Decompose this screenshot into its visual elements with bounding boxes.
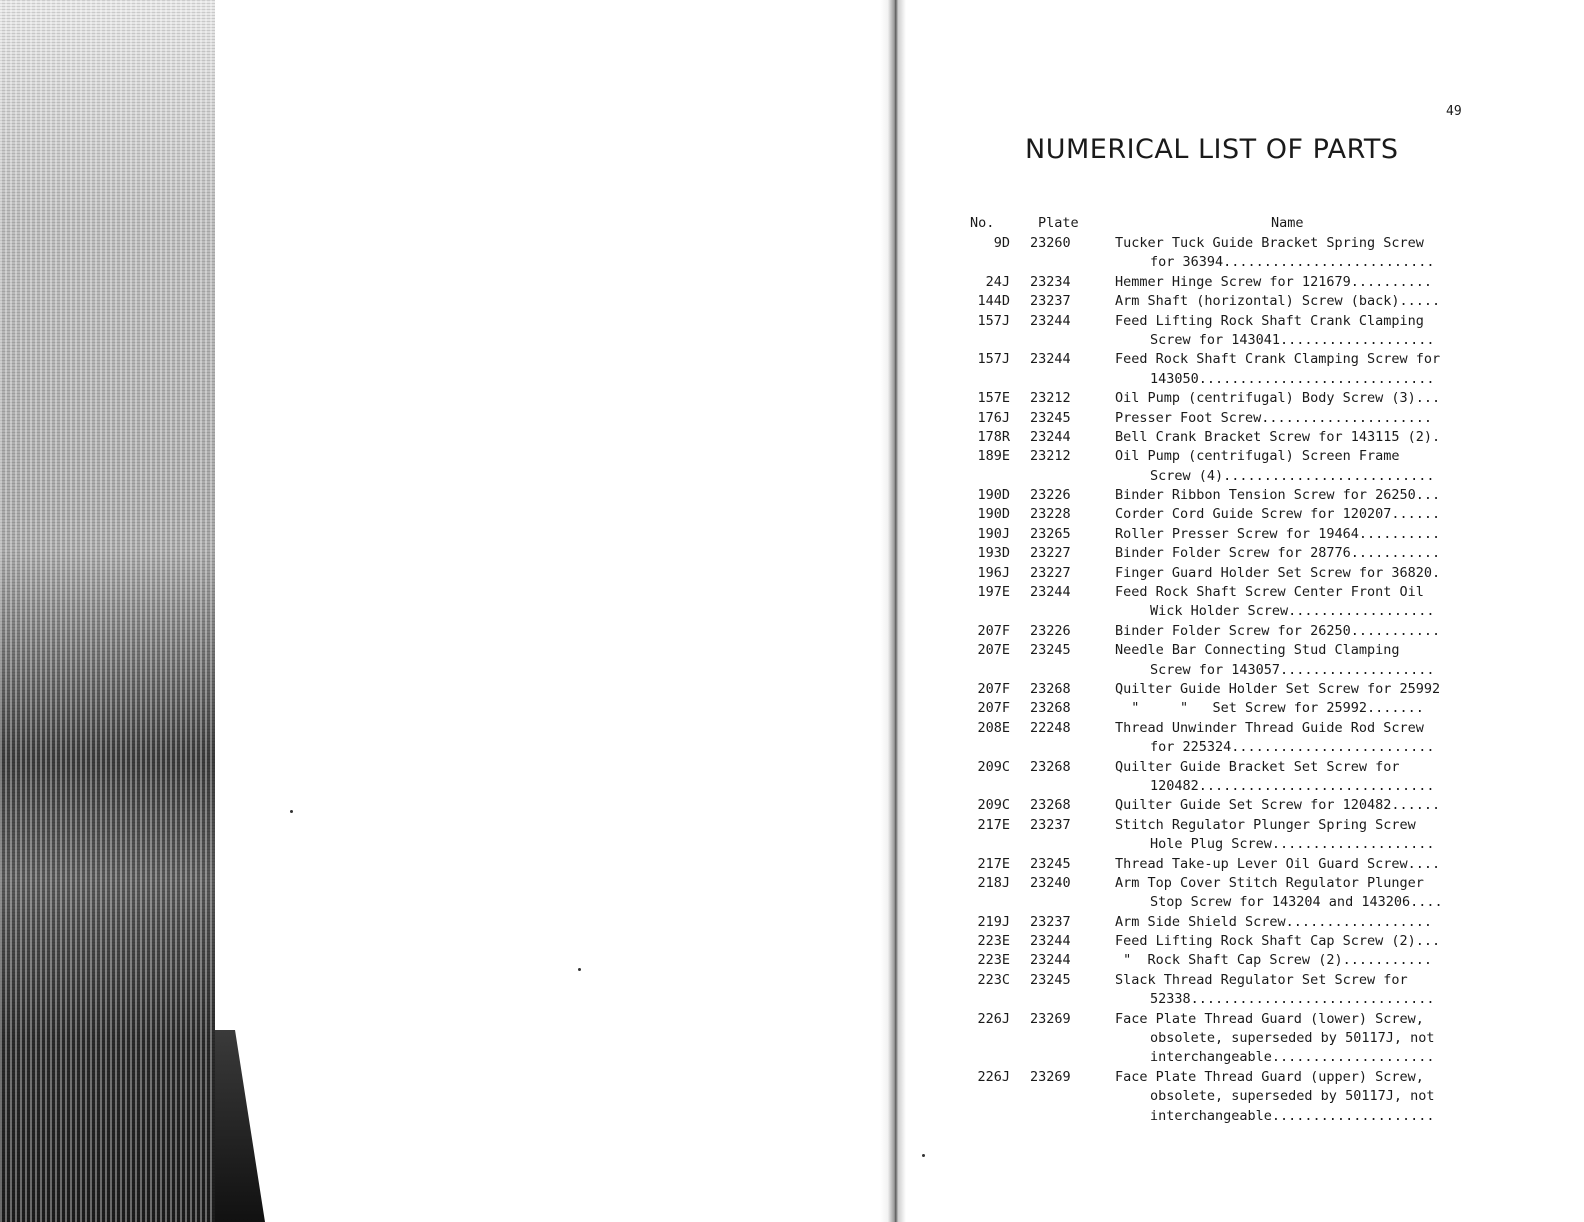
part-number: 176J bbox=[977, 409, 1010, 426]
part-name: Oil Pump (centrifugal) Body Screw (3)... bbox=[1115, 390, 1441, 407]
part-number: 157J bbox=[977, 312, 1010, 329]
part-name-continuation: interchangeable.................... bbox=[1150, 1107, 1435, 1124]
part-name: Arm Side Shield Screw.................. bbox=[1115, 913, 1432, 930]
plate-number: 23237 bbox=[1030, 913, 1071, 930]
list-item bbox=[960, 856, 1480, 875]
part-name: Arm Top Cover Stitch Regulator Plunger bbox=[1115, 874, 1424, 891]
part-name: Hemmer Hinge Screw for 121679.......... bbox=[1115, 273, 1432, 290]
part-name-continuation: Screw (4).......................... bbox=[1150, 467, 1435, 484]
part-number: 223C bbox=[977, 971, 1010, 988]
list-item-continuation bbox=[960, 1049, 1480, 1068]
plate-number: 23244 bbox=[1030, 584, 1071, 601]
list-item-continuation bbox=[960, 836, 1480, 855]
plate-number: 23212 bbox=[1030, 390, 1071, 407]
part-name: Binder Folder Screw for 26250........... bbox=[1115, 622, 1441, 639]
list-item bbox=[960, 972, 1480, 991]
plate-number: 23268 bbox=[1030, 797, 1071, 814]
plate-number: 23228 bbox=[1030, 506, 1071, 523]
part-number: 218J bbox=[977, 874, 1010, 891]
part-number: 157E bbox=[977, 390, 1010, 407]
part-number: 207F bbox=[977, 680, 1010, 697]
part-name: Feed Lifting Rock Shaft Crank Clamping bbox=[1115, 312, 1424, 329]
part-name: Oil Pump (centrifugal) Screen Frame bbox=[1115, 448, 1400, 465]
list-item bbox=[960, 623, 1480, 642]
plate-number: 23245 bbox=[1030, 409, 1071, 426]
part-number: 208E bbox=[977, 719, 1010, 736]
plate-number: 23237 bbox=[1030, 816, 1071, 833]
list-item-continuation bbox=[960, 739, 1480, 758]
part-name: Feed Rock Shaft Crank Clamping Screw for bbox=[1115, 351, 1441, 368]
list-item-continuation bbox=[960, 778, 1480, 797]
part-name: Face Plate Thread Guard (lower) Screw, bbox=[1115, 1010, 1424, 1027]
part-name: Needle Bar Connecting Stud Clamping bbox=[1115, 642, 1400, 659]
part-name: Binder Folder Screw for 28776........... bbox=[1115, 545, 1441, 562]
part-name: Roller Presser Screw for 19464.......... bbox=[1115, 525, 1441, 542]
list-item bbox=[960, 700, 1480, 719]
part-name-continuation: Hole Plug Screw.................... bbox=[1150, 836, 1435, 853]
part-name-continuation: 143050............................. bbox=[1150, 370, 1435, 387]
part-name-continuation: obsolete, superseded by 50117J, not bbox=[1150, 1088, 1435, 1105]
part-number: 226J bbox=[977, 1068, 1010, 1085]
part-name: Quilter Guide Set Screw for 120482...... bbox=[1115, 797, 1441, 814]
part-name: Corder Cord Guide Screw for 120207...... bbox=[1115, 506, 1441, 523]
list-item bbox=[960, 933, 1480, 952]
part-number: 193D bbox=[977, 545, 1010, 562]
part-name: Slack Thread Regulator Set Screw for bbox=[1115, 971, 1408, 988]
part-name: Stitch Regulator Plunger Spring Screw bbox=[1115, 816, 1416, 833]
plate-number: 23240 bbox=[1030, 874, 1071, 891]
list-item bbox=[960, 235, 1480, 254]
scan-speck bbox=[922, 1154, 925, 1157]
list-item-continuation bbox=[960, 468, 1480, 487]
list-item bbox=[960, 390, 1480, 409]
part-name: Bell Crank Bracket Screw for 143115 (2). bbox=[1115, 428, 1441, 445]
plate-number: 23268 bbox=[1030, 700, 1071, 717]
list-item bbox=[960, 875, 1480, 894]
plate-number: 23245 bbox=[1030, 971, 1071, 988]
list-item bbox=[960, 817, 1480, 836]
part-name-continuation: for 36394.......................... bbox=[1150, 254, 1435, 271]
list-item bbox=[960, 952, 1480, 971]
part-number: 209C bbox=[977, 758, 1010, 775]
list-item bbox=[960, 313, 1480, 332]
plate-number: 23227 bbox=[1030, 564, 1071, 581]
facing-page-edge bbox=[0, 0, 215, 1222]
part-name-continuation: Screw for 143041................... bbox=[1150, 331, 1435, 348]
part-name: Quilter Guide Bracket Set Screw for bbox=[1115, 758, 1400, 775]
parts-list bbox=[960, 235, 1480, 1127]
plate-number: 23245 bbox=[1030, 855, 1071, 872]
part-number: 190J bbox=[977, 525, 1010, 542]
column-header-plate: Plate bbox=[1038, 215, 1079, 231]
list-item bbox=[960, 274, 1480, 293]
part-name-continuation: for 225324......................... bbox=[1150, 739, 1435, 756]
part-number: 207F bbox=[977, 700, 1010, 717]
list-item bbox=[960, 545, 1480, 564]
part-name: Presser Foot Screw..................... bbox=[1115, 409, 1432, 426]
part-name: Feed Rock Shaft Screw Center Front Oil bbox=[1115, 584, 1424, 601]
plate-number: 23227 bbox=[1030, 545, 1071, 562]
list-item bbox=[960, 448, 1480, 467]
column-header-name: Name bbox=[1271, 215, 1304, 231]
part-number: 9D bbox=[993, 235, 1010, 251]
plate-number: 23269 bbox=[1030, 1068, 1071, 1085]
list-item bbox=[960, 914, 1480, 933]
plate-number: 23234 bbox=[1030, 273, 1071, 290]
plate-number: 23226 bbox=[1030, 487, 1071, 504]
part-name-continuation: 120482............................. bbox=[1150, 777, 1435, 794]
part-number: 207E bbox=[977, 642, 1010, 659]
list-item bbox=[960, 487, 1480, 506]
part-name: Face Plate Thread Guard (upper) Screw, bbox=[1115, 1068, 1424, 1085]
list-item bbox=[960, 526, 1480, 545]
list-item bbox=[960, 584, 1480, 603]
part-number: 217E bbox=[977, 816, 1010, 833]
plate-number: 23244 bbox=[1030, 933, 1071, 950]
part-number: 219J bbox=[977, 913, 1010, 930]
plate-number: 23245 bbox=[1030, 642, 1071, 659]
part-number: 209C bbox=[977, 797, 1010, 814]
part-name: Binder Ribbon Tension Screw for 26250... bbox=[1115, 487, 1441, 504]
plate-number: 23244 bbox=[1030, 312, 1071, 329]
list-item-continuation bbox=[960, 1108, 1480, 1127]
part-name: Quilter Guide Holder Set Screw for 25992 bbox=[1115, 680, 1441, 697]
part-name-continuation: Stop Screw for 143204 and 143206.... bbox=[1150, 894, 1443, 911]
plate-number: 22248 bbox=[1030, 719, 1071, 736]
plate-number: 23269 bbox=[1030, 1010, 1071, 1027]
plate-number: 23226 bbox=[1030, 622, 1071, 639]
page-title: NUMERICAL LIST OF PARTS bbox=[1025, 134, 1399, 165]
page-number: 49 bbox=[1446, 104, 1462, 119]
part-number: 197E bbox=[977, 584, 1010, 601]
list-item bbox=[960, 681, 1480, 700]
list-item-continuation bbox=[960, 332, 1480, 351]
list-item bbox=[960, 410, 1480, 429]
part-number: 226J bbox=[977, 1010, 1010, 1027]
list-item bbox=[960, 759, 1480, 778]
list-item bbox=[960, 351, 1480, 370]
plate-number: 23268 bbox=[1030, 758, 1071, 775]
list-item-continuation bbox=[960, 894, 1480, 913]
plate-number: 23212 bbox=[1030, 448, 1071, 465]
part-number: 157J bbox=[977, 351, 1010, 368]
part-number: 217E bbox=[977, 855, 1010, 872]
part-number: 190D bbox=[977, 487, 1010, 504]
part-name: Tucker Tuck Guide Bracket Spring Screw bbox=[1115, 235, 1424, 251]
part-number: 144D bbox=[977, 293, 1010, 310]
list-item bbox=[960, 506, 1480, 525]
part-name: " " Set Screw for 25992....... bbox=[1115, 700, 1424, 717]
list-item bbox=[960, 1011, 1480, 1030]
part-name: Thread Unwinder Thread Guide Rod Screw bbox=[1115, 719, 1424, 736]
plate-number: 23244 bbox=[1030, 351, 1071, 368]
scan-speck bbox=[290, 810, 293, 813]
part-number: 178R bbox=[977, 428, 1010, 445]
plate-number: 23244 bbox=[1030, 428, 1071, 445]
plate-number: 23260 bbox=[1030, 235, 1071, 251]
plate-number: 23268 bbox=[1030, 680, 1071, 697]
list-item bbox=[960, 797, 1480, 816]
part-number: 207F bbox=[977, 622, 1010, 639]
part-name: Feed Lifting Rock Shaft Cap Screw (2)... bbox=[1115, 933, 1441, 950]
list-item bbox=[960, 565, 1480, 584]
part-name-continuation: interchangeable.................... bbox=[1150, 1049, 1435, 1066]
part-name-continuation: obsolete, superseded by 50117J, not bbox=[1150, 1030, 1435, 1047]
part-number: 24J bbox=[985, 273, 1010, 290]
list-item-continuation bbox=[960, 254, 1480, 273]
scan-speck bbox=[578, 968, 581, 971]
part-name: Arm Shaft (horizontal) Screw (back)..... bbox=[1115, 293, 1441, 310]
plate-number: 23244 bbox=[1030, 952, 1071, 969]
part-name-continuation: Wick Holder Screw.................. bbox=[1150, 603, 1435, 620]
part-name-continuation: 52338.............................. bbox=[1150, 991, 1435, 1008]
part-name: Thread Take-up Lever Oil Guard Screw.... bbox=[1115, 855, 1441, 872]
part-number: 223E bbox=[977, 952, 1010, 969]
column-header-no: No. bbox=[970, 215, 995, 231]
list-item bbox=[960, 1069, 1480, 1088]
part-name: Finger Guard Holder Set Screw for 36820. bbox=[1115, 564, 1441, 581]
list-item bbox=[960, 429, 1480, 448]
part-number: 223E bbox=[977, 933, 1010, 950]
plate-number: 23265 bbox=[1030, 525, 1071, 542]
list-item bbox=[960, 720, 1480, 739]
list-item-continuation bbox=[960, 1088, 1480, 1107]
plate-number: 23237 bbox=[1030, 293, 1071, 310]
part-number: 190D bbox=[977, 506, 1010, 523]
list-item-continuation bbox=[960, 662, 1480, 681]
list-item-continuation bbox=[960, 603, 1480, 622]
list-item bbox=[960, 293, 1480, 312]
book-gutter bbox=[880, 0, 906, 1222]
part-number: 189E bbox=[977, 448, 1010, 465]
list-item-continuation bbox=[960, 991, 1480, 1010]
part-number: 196J bbox=[977, 564, 1010, 581]
list-item-continuation bbox=[960, 371, 1480, 390]
part-name: " Rock Shaft Cap Screw (2)........... bbox=[1115, 952, 1432, 969]
list-item bbox=[960, 642, 1480, 661]
list-item-continuation bbox=[960, 1030, 1480, 1049]
part-name-continuation: Screw for 143057................... bbox=[1150, 661, 1435, 678]
